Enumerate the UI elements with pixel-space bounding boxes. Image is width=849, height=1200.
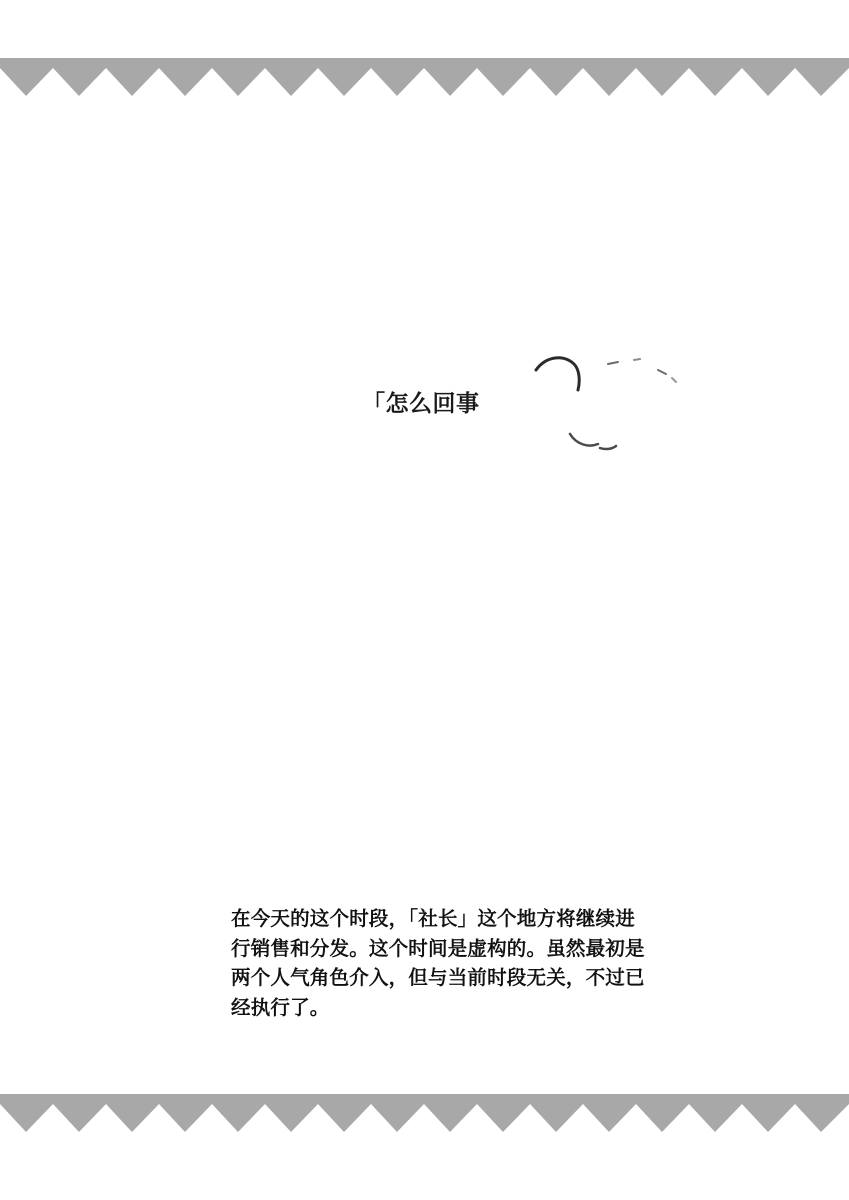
narration-text: 在今天的这个时段，「社长」这个地方将继续进行销售和分发。这个时间是虚构的。虽然最初是两个人气角色介入，但与当前时段无关，不过已经执行了。 — [231, 908, 645, 1019]
narration-block — [231, 905, 651, 1024]
zigzag-band-top — [0, 58, 849, 96]
sketch-stroke-curve — [530, 348, 690, 401]
sketch-stroke-smile — [566, 428, 626, 467]
dialogue-main-line: 「怎么回事 — [362, 390, 480, 416]
zigzag-band-bottom — [0, 1094, 849, 1132]
